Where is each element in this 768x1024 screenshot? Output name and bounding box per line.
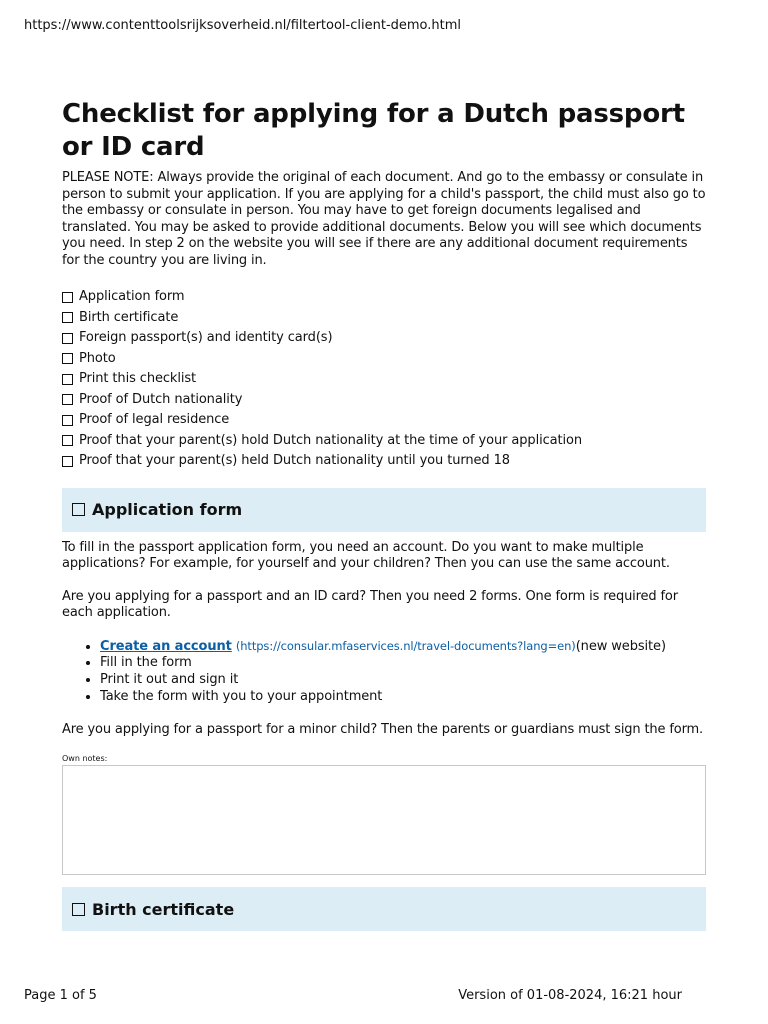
checkbox-icon[interactable] [62,312,73,323]
checklist-item[interactable]: Birth certificate [62,308,706,329]
link-suffix: (new website) [575,638,666,654]
page-title: Checklist for applying for a Dutch passport or ID card [62,99,685,162]
checkbox-icon[interactable] [62,353,73,364]
section-title: Birth certificate [92,899,235,919]
checkbox-icon[interactable] [72,503,85,516]
checkbox-icon[interactable] [72,903,85,916]
checkbox-icon[interactable] [62,456,73,467]
notes-label: Own notes: [62,754,108,764]
intro-text: PLEASE NOTE: Always provide the original of each document. And go to the embassy or consulate in person to submit your application. If you are applying for a child's passport, the child must also go to the embassy or consulate in person. You may have to get foreign documents legalised and translated. You may be asked to provide additional documents. Below you will see which documents you need. In step 2 on the website you will see if there are any additional document requirements for the country you are living in. [62,170,706,268]
section-header-application-form [62,488,706,532]
own-notes-field[interactable] [62,765,706,875]
checklist-item[interactable]: Proof of legal residence [62,410,706,431]
list-item: • Print it out and sign it [100,672,706,689]
list-item: • Fill in the form [100,655,706,672]
version-info: Version of 01-08-2024, 16:21 hour [458,988,682,1003]
checklist-item[interactable]: Proof that your parent(s) held Dutch nationality until you turned 18 [62,451,706,472]
checklist-item[interactable]: Proof of Dutch nationality [62,390,706,411]
link-url: (https://consular.mfaservices.nl/travel-documents?lang=en) [235,638,576,653]
checkbox-icon[interactable] [62,292,73,303]
create-account-link[interactable]: Create an account [100,638,232,654]
page-number: Page 1 of 5 [24,988,97,1003]
steps-list [62,638,706,706]
paragraph: To fill in the passport application form, you need an account. Do you want to make multiple applications? For example, for yourself and your children? Then you can use the same account. [62,539,670,571]
section-header-birth-certificate [62,887,706,931]
checkbox-icon[interactable] [62,333,73,344]
list-item [100,638,706,656]
page-url: https://www.contenttoolsrijksoverheid.nl/filtertool-client-demo.html [24,18,462,33]
checklist-item[interactable]: Photo [62,349,706,370]
document-checklist [62,287,706,472]
checkbox-icon[interactable] [62,394,73,405]
list-item: • Take the form with you to your appointment [100,689,706,706]
checkbox-icon[interactable] [62,374,73,385]
section-title: Application form [92,500,243,519]
main-content [62,98,706,931]
checklist-item[interactable]: Print this checklist [62,369,706,390]
checkbox-icon[interactable] [62,415,73,426]
checkbox-icon[interactable] [62,435,73,446]
checklist-item[interactable]: Foreign passport(s) and identity card(s) [62,328,706,349]
paragraph: Are you applying for a passport and an ID card? Then you need 2 forms. One form is required for each application. [62,588,678,620]
checklist-item[interactable]: Proof that your parent(s) hold Dutch nationality at the time of your application [62,431,706,452]
paragraph: Are you applying for a passport for a minor child? Then the parents or guardians must sign the form. [62,721,704,737]
checklist-item[interactable]: Application form [62,287,706,308]
